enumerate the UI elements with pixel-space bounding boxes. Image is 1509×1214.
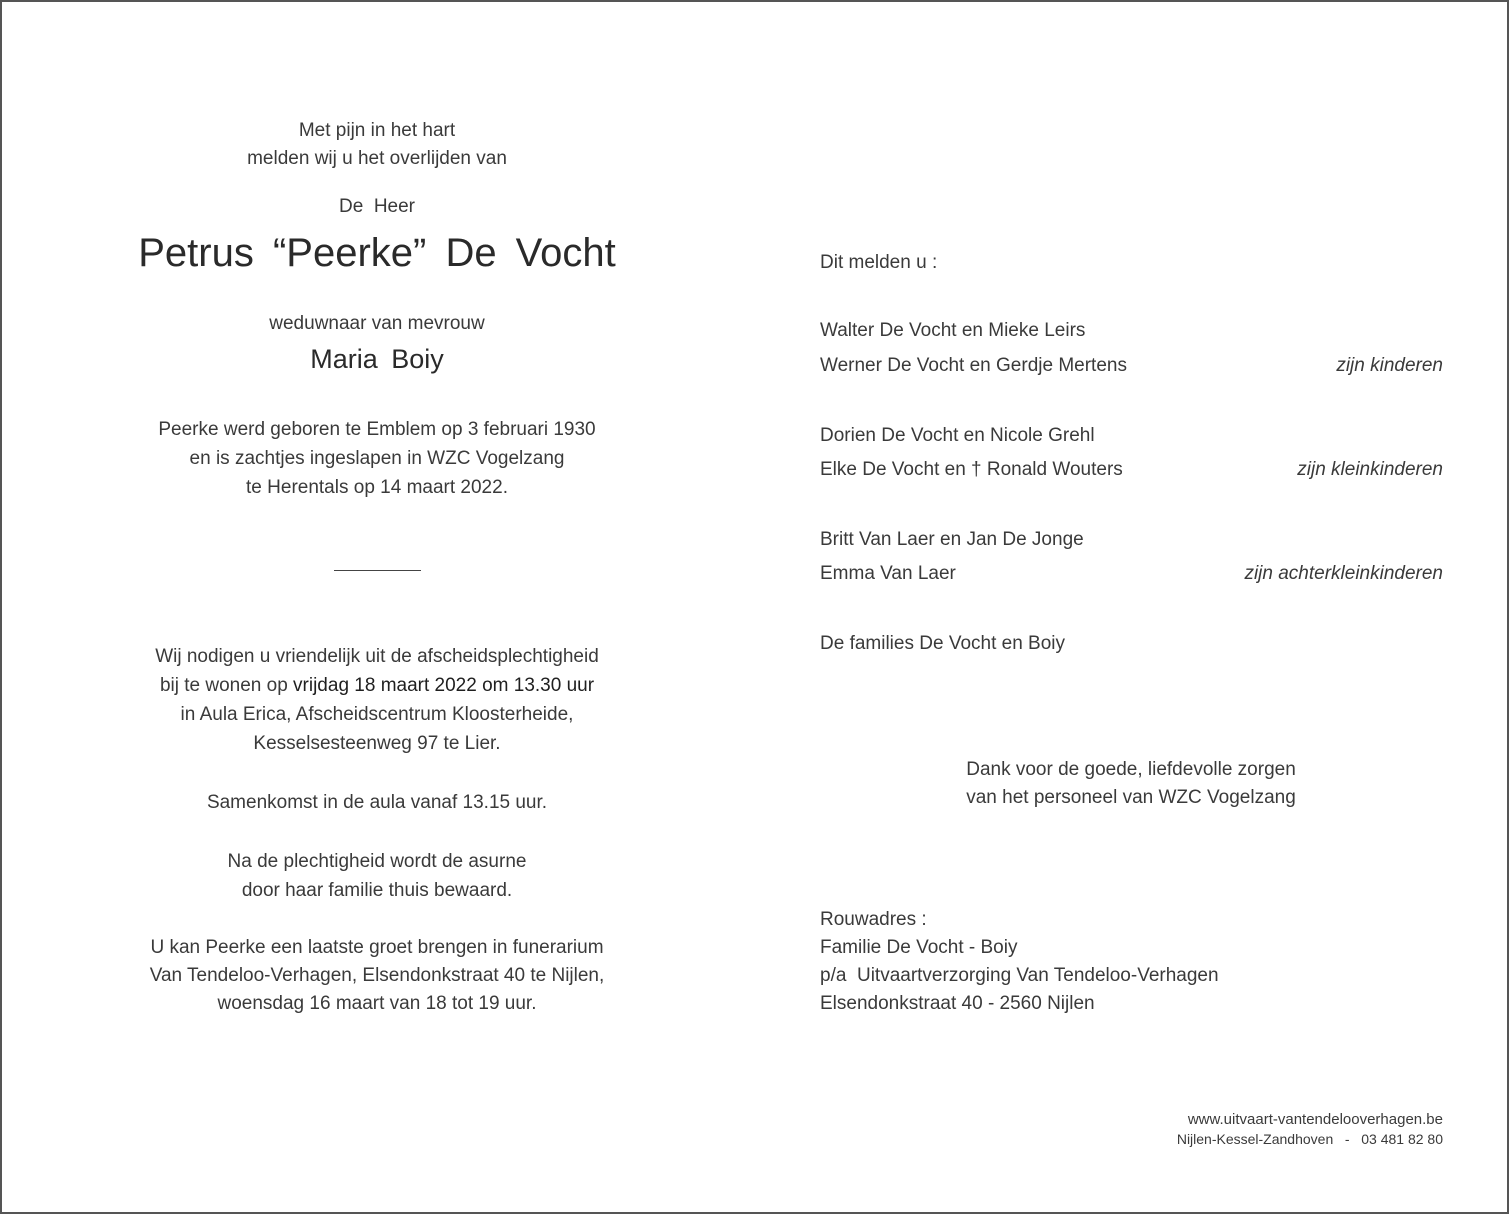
thanks-line-2: van het personeel van WZC Vogelzang [966, 787, 1296, 808]
great-grandchildren-role: zijn achterkleinkinderen [1244, 563, 1443, 584]
invite-line-1: Wij nodigen u vriendelijk uit de afscheidsplechtigheid [155, 646, 599, 667]
invite-line-3: in Aula Erica, Afscheidscentrum Kloosterheide, [180, 704, 574, 725]
children-line-2: Werner De Vocht en Gerdje Mertens [820, 355, 1127, 376]
visit-line-3: woensdag 16 maart van 18 tot 19 uur. [217, 993, 537, 1014]
honorific: De Heer [338, 196, 416, 217]
grandchildren-role: zijn kleinkinderen [1297, 459, 1443, 480]
great-grandchildren-line-2: Emma Van Laer [820, 563, 956, 584]
announce-line: Dit melden u : [820, 252, 938, 273]
great-grandchildren-line-1: Britt Van Laer en Jan De Jonge [820, 529, 1084, 550]
birth-line-2: en is zachtjes ingeslapen in WZC Vogelzang [189, 448, 565, 469]
children-line-1: Walter De Vocht en Mieke Leirs [820, 320, 1086, 341]
invite-line-2 [160, 674, 594, 698]
invite-line-2-prefix: bij te wonen op [159, 675, 294, 696]
intro-line-1: Met pijn in het hart [298, 120, 456, 141]
urn-line-2: door haar familie thuis bewaard. [241, 880, 513, 901]
address-line-1: Familie De Vocht - Boiy [820, 937, 1018, 958]
invite-line-4: Kesselsesteenweg 97 te Lier. [253, 733, 501, 754]
funeral-home-contact: Nijlen-Kessel-Zandhoven - 03 481 82 80 [1176, 1131, 1443, 1147]
funeral-home-website: www.uitvaart-vantendelooverhagen.be [1187, 1111, 1443, 1128]
thanks-line-1: Dank voor de goede, liefdevolle zorgen [966, 759, 1296, 780]
ceremony-date-time: vrijdag 18 maart 2022 om 13.30 uur [293, 675, 595, 696]
deceased-name: Petrus “Peerke” De Vocht [138, 231, 616, 275]
grandchildren-line-1: Dorien De Vocht en Nicole Grehl [820, 425, 1095, 446]
visit-line-2: Van Tendeloo-Verhagen, Elsendonkstraat 40 te Nijlen, [149, 965, 605, 986]
spouse-name: Maria Boiy [310, 344, 444, 374]
visit-line-1: U kan Peerke een laatste groet brengen in funerarium [150, 937, 604, 958]
grandchildren-line-2: Elke De Vocht en † Ronald Wouters [820, 459, 1123, 480]
families-line: De families De Vocht en Boiy [820, 633, 1066, 654]
widower-line: weduwnaar van mevrouw [269, 313, 485, 334]
birth-line-1: Peerke werd geboren te Emblem op 3 februari 1930 [158, 419, 596, 440]
address-label: Rouwadres : [820, 909, 927, 930]
children-role: zijn kinderen [1336, 355, 1443, 376]
address-line-3: Elsendonkstraat 40 - 2560 Nijlen [820, 993, 1095, 1014]
birth-line-3: te Herentals op 14 maart 2022. [246, 477, 508, 498]
gathering-line: Samenkomst in de aula vanaf 13.15 uur. [206, 792, 548, 813]
urn-line-1: Na de plechtigheid wordt de asurne [227, 851, 527, 872]
address-line-2: p/a Uitvaartverzorging Van Tendeloo-Verhagen [820, 965, 1219, 986]
separator-line [334, 570, 421, 571]
intro-line-2: melden wij u het overlijden van [247, 148, 507, 169]
